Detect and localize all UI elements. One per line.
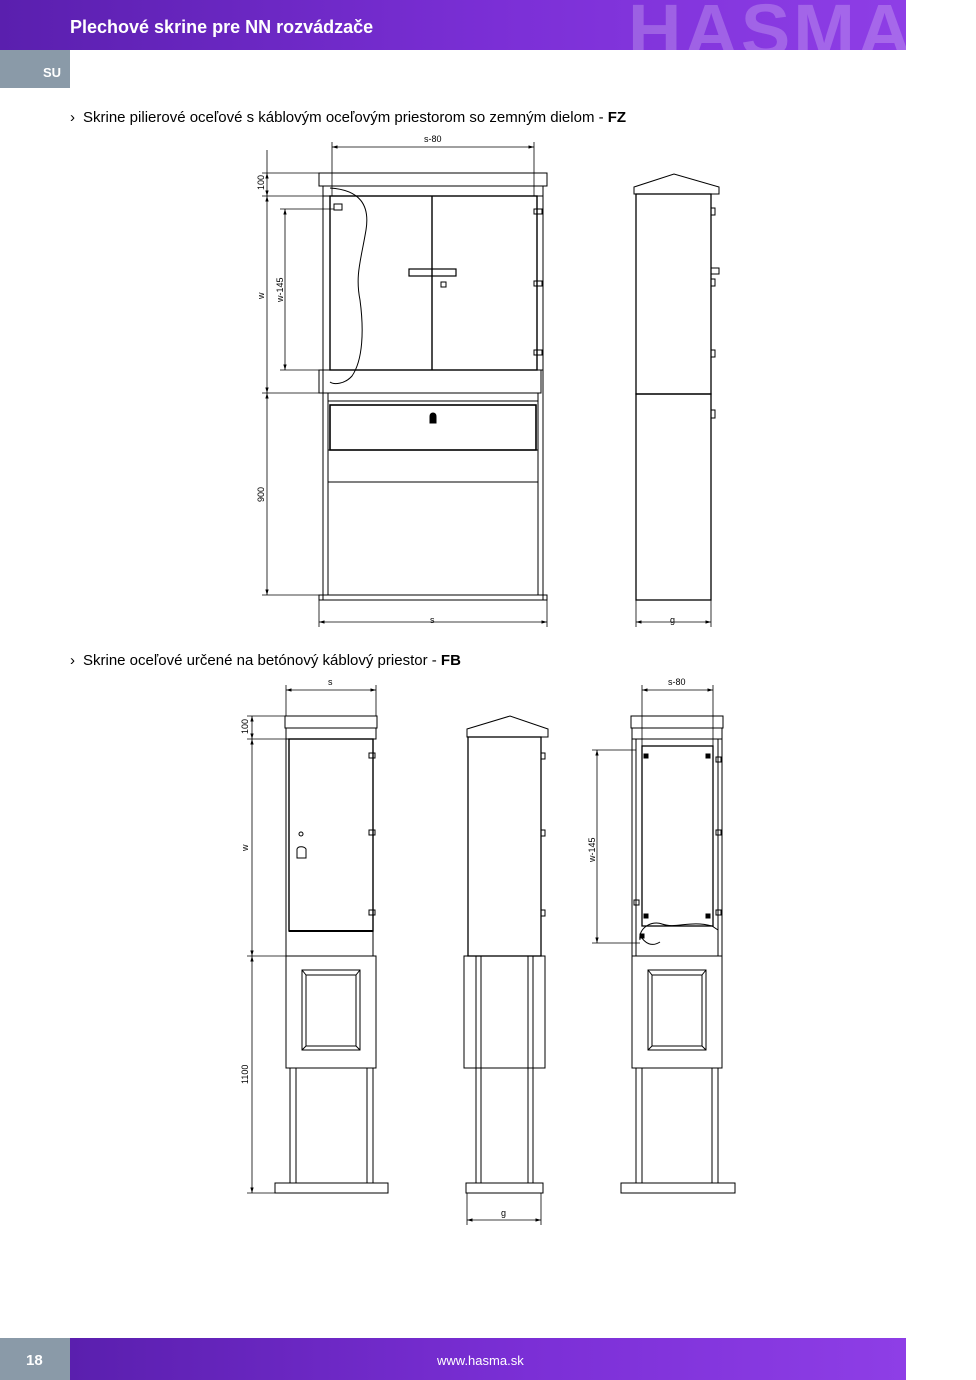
bullet-fz-text: Skrine pilierové oceľové s káblovým oceľovým priestorom so zemným dielom -	[83, 109, 608, 126]
fb-dim-h1: 100	[240, 718, 250, 734]
fb-side-dim-labels	[501, 1208, 506, 1218]
bullet-fb-text: Skrine oceľové určené na betónový káblový priestor -	[83, 652, 441, 669]
fb-back-view	[621, 716, 735, 1193]
fz-dim-bottom: s	[430, 615, 435, 625]
fb-side-view	[464, 716, 548, 1193]
fb-back-dimensions	[592, 685, 713, 943]
fz-dim-h1: 100	[256, 174, 266, 190]
chevron-right-icon: ›	[70, 109, 75, 126]
fz-dim-w145: w-145	[275, 277, 285, 302]
page-number: 18	[26, 1352, 43, 1369]
fb-dim-top: s	[328, 677, 333, 687]
fb-dim-top-back: s-80	[668, 677, 686, 687]
bullet-fb-code: FB	[440, 652, 461, 669]
page-title: Plechové skrine pre NN rozvádzače	[70, 17, 374, 37]
fb-dim-side: g	[501, 1208, 507, 1218]
fb-dim-w145: w-145	[587, 837, 597, 862]
fz-dim-w: w	[256, 292, 266, 299]
bullet-fz-code: FZ	[607, 109, 627, 126]
section-tab-label: SU	[43, 65, 62, 80]
chevron-right-icon: ›	[70, 652, 75, 669]
footer-bar	[70, 1338, 906, 1380]
fz-side-view	[634, 174, 719, 600]
footer-url[interactable]: www.hasma.sk	[437, 1353, 524, 1368]
fb-dim-w: w	[240, 844, 250, 851]
fz-dim-top: s-80	[424, 134, 442, 144]
fz-dim-900: 900	[256, 486, 266, 502]
fz-dim-side: g	[670, 615, 676, 625]
fb-front-dimensions	[247, 685, 376, 1193]
fb-dim-1100: 1100	[240, 1064, 250, 1084]
fb-front-view	[275, 716, 388, 1193]
fz-front-view	[319, 173, 547, 600]
brand-watermark: HASMA	[628, 0, 915, 72]
page-number-tab	[0, 1338, 70, 1380]
